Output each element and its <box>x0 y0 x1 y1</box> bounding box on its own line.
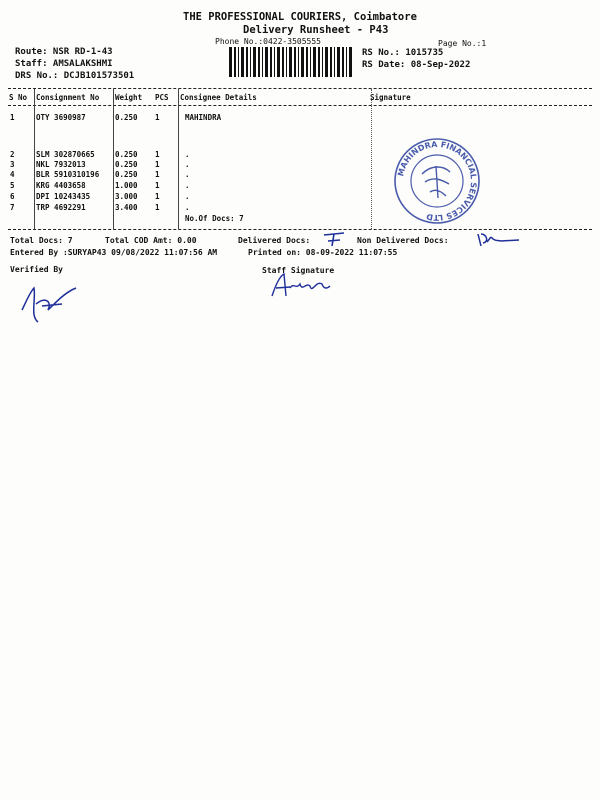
header-signature: Signature <box>370 93 411 102</box>
table-row: 2 SLM 302870665 0.250 1 . <box>10 150 190 159</box>
table-header-row <box>0 93 600 103</box>
barcode-bar <box>310 47 311 77</box>
barcode-bar <box>342 47 344 77</box>
barcode-bar <box>322 47 323 77</box>
barcode-bar <box>337 47 340 77</box>
printed-on: Printed on: 08-09-2022 11:07:55 <box>248 248 398 257</box>
rs-number: RS No.: 1015735 <box>362 48 444 58</box>
table-row: 4 BLR 5910310196 0.250 1 . <box>10 170 190 179</box>
barcode-bar <box>346 47 347 77</box>
staff-signature-label: Staff Signature <box>262 266 335 275</box>
barcode-bar <box>258 47 260 77</box>
barcode-bar <box>325 47 328 77</box>
verified-by-signature <box>18 280 88 330</box>
barcode-bar <box>238 47 239 77</box>
barcode-bar <box>301 47 304 77</box>
barcode-bar <box>318 47 320 77</box>
staff-signature <box>266 272 336 302</box>
table-header-rule <box>8 105 592 106</box>
phone-number: Phone No.:0422-3505555 <box>215 37 321 46</box>
verified-by-label: Verified By <box>10 265 63 274</box>
stamp-text: MAHINDRA FINANCIAL SERVICES LTD <box>396 139 479 223</box>
company-title: THE PROFESSIONAL COURIERS, Coimbatore <box>183 11 417 23</box>
table-row: 3 NKL 7932013 0.250 1 . <box>10 160 190 169</box>
barcode-bar <box>289 47 292 77</box>
table-row: 5 KRG 4403658 1.000 1 . <box>10 181 190 190</box>
barcode-bar <box>270 47 272 77</box>
header-pcs: PCS <box>155 93 169 102</box>
barcode-bar <box>334 47 335 77</box>
rs-date: RS Date: 08-Sep-2022 <box>362 60 471 70</box>
barcode-bar <box>241 47 244 77</box>
non-delivered-docs: Non Delivered Docs: <box>357 236 449 245</box>
barcode-bar <box>274 47 275 77</box>
company-stamp <box>392 136 482 226</box>
barcode-bar <box>246 47 248 77</box>
no-of-docs: No.Of Docs: 7 <box>185 214 244 223</box>
header-weight: Weight <box>115 93 143 102</box>
non-delivered-handwriting <box>475 230 525 252</box>
barcode-bar <box>349 47 352 77</box>
table-top-rule <box>8 88 592 89</box>
barcode-bar <box>277 47 280 77</box>
table-row: 1 OTY 3690987 0.250 1 MAHINDRA <box>10 113 222 122</box>
barcode-bar <box>282 47 284 77</box>
header-consignment: Consignment No <box>36 93 100 102</box>
barcode-bar <box>294 47 296 77</box>
barcode-bar <box>286 47 287 77</box>
barcode <box>229 47 354 77</box>
barcode-bar <box>250 47 251 77</box>
runsheet-title: Delivery Runsheet - P43 <box>243 24 389 36</box>
barcode-bar <box>330 47 332 77</box>
entered-by: Entered By :SURYAP43 09/08/2022 11:07:56 AM <box>10 248 218 257</box>
header-sno: S No <box>9 93 28 102</box>
total-docs: Total Docs: 7 <box>10 236 73 245</box>
drs-number: DRS No.: DCJB101573501 <box>15 71 135 81</box>
total-cod: Total COD Amt: 0.00 <box>105 236 197 245</box>
staff-name: Staff: AMSALAKSHMI <box>15 59 113 69</box>
route: Route: NSR RD-1-43 <box>15 47 113 57</box>
barcode-bar <box>262 47 263 77</box>
table-row: 6 DPI 10243435 3.000 1 . <box>10 192 190 201</box>
barcode-bar <box>265 47 268 77</box>
table-row: 7 TRP 4692291 3.400 1 . <box>10 203 190 212</box>
barcode-bar <box>234 47 236 77</box>
barcode-bar <box>306 47 308 77</box>
page-number: Page No.:1 <box>438 39 487 48</box>
delivered-count-handwriting <box>320 230 350 250</box>
barcode-bar <box>229 47 232 77</box>
header-consignee: Consignee Details <box>180 93 257 102</box>
barcode-bar <box>253 47 256 77</box>
barcode-bar <box>313 47 316 77</box>
barcode-bar <box>298 47 299 77</box>
delivered-docs: Delivered Docs: <box>238 236 311 245</box>
